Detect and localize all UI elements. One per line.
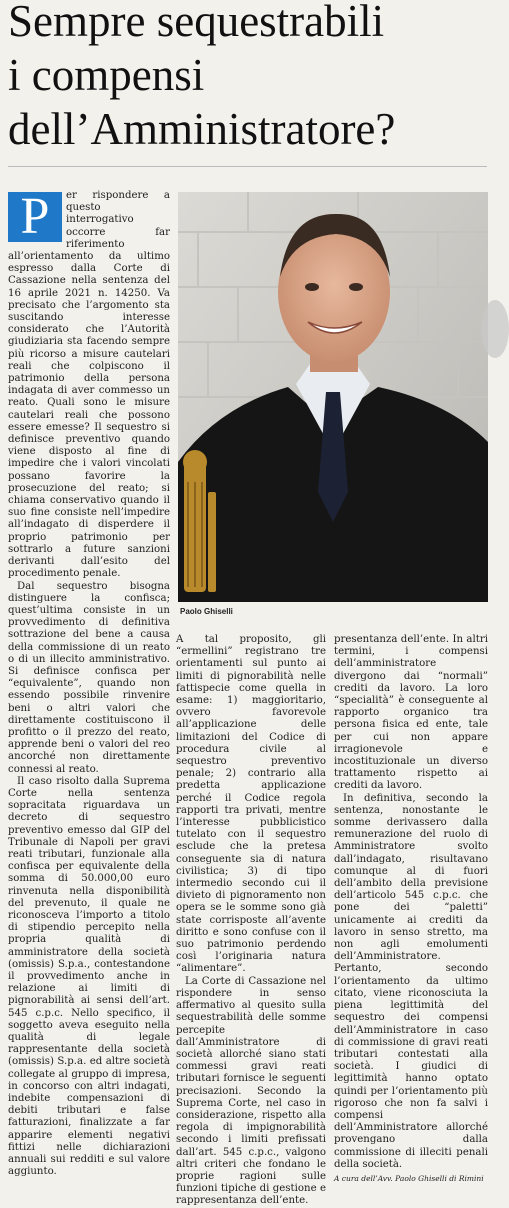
paragraph: Dal sequestro bisogna distinguere la confisca; quest’ultima consiste in un provvedimento di definitiva sottrazione del bene a causa della commissione di un reato o di un illecito amministrativo. Si definisce confisca per “equivalente”, quando non essendo possibile rinvenire beni o altri valori che direttamente costituiscono il profitto o il prezzo del reato, apprende beni o valori del reo ancorché non direttamente connessi al reato. — [8, 580, 170, 775]
author-photo — [178, 192, 488, 602]
author-signature: A cura dell’Avv. Paolo Ghiselli di Rimini — [334, 1173, 484, 1183]
paragraph: Il caso risolto dalla Suprema Corte nella sentenza sopracitata riguardava un decreto di sequestro preventivo emesso dal GIP del Tribunale di Napoli per gravi reati tributari, funzionale alla confisca per equivalente della somma di 50.000,00 euro rinvenuta nella disponibilità del prevenuto, il quale ne riconosceva l’importo a titolo di stipendio percepito nella propria qualità di amministratore della società (omissis) S.p.a., contestandone il provvedimento anche in relazione ai limiti di pignorabilità ai sensi dell’art. 545 c.p.c. Nello specifico, il soggetto aveva eseguito nella qualità di legale rappresentante della società (omissis) S.p.a. ed altre società collegate al gruppo di impresa, in concorso con altri indagati, indebite compensazioni di debiti tributari e false fatturazioni, finalizzate a far apparire elementi negativi fittizi nelle dichiarazioni annuali sui redditi e sul valore aggiunto. — [8, 775, 170, 1178]
paragraph: La Corte di Cassazione nel rispondere in senso affermativo al quesito sulla sequestrabilità delle somme percepite dall’Amministratore di società allorché siano stati commessi gravi reati tributari fornisce le seguenti precisazioni. Secondo la Suprema Corte, nel caso in considerazione, rispetto alla regola di impignorabilità secondo i limiti prefissati dall’art. 545 c.p.c., valgono altri criteri che fondano le proprie ragioni sulle funzioni tipiche di gestione e rappresentanza dell’ente. — [176, 975, 326, 1207]
article-column-1 — [8, 188, 170, 1178]
article-column-3 — [334, 634, 488, 1183]
paragraph: In definitiva, secondo la sentenza, nonostante le somme derivassero dalla remunerazione del ruolo di Amministratore svolto dall’indagato, risultavano comunque al di fuori dell’ambito della previsione dell’articolo 545 c.p.c. che pone dei “paletti” unicamente ai crediti da lavoro in senso stretto, ma non agli emolumenti dell’Amministratore. Pertanto, secondo l’orientamento da ultimo citato, viene riconosciuta la piena legittimità del sequestro dei compensi dell’Amministratore in caso di commissione di gravi reati tributari contestati alla società. I giudici di legittimità hanno optato quindi per l’orientamento più rigoroso che non fa salvi i compensi dell’Amministratore allorché provengano dalla commissione di illeciti penali della società. — [334, 792, 488, 1170]
photo-caption: Paolo Ghiselli — [180, 607, 233, 616]
headline — [8, 0, 488, 156]
headline-line-1: Sempre sequestrabili — [8, 0, 385, 46]
paragraph: presentanza dell’ente. In altri termini, i compensi dell’amministratore divergono dai “normali” crediti da lavoro. La loro “specialità” è conseguente al rapporto organico tra persona fisica ed ente, tale per cui non appare irragionevole e incostituzionale un diverso trattamento rispetto ai crediti da lavoro. — [334, 634, 488, 792]
paragraph: A tal proposito, gli “ermellini” registrano tre orientamenti sul punto ai limiti di pignorabilità nelle fattispecie come quella in esame: 1) maggioritario, ovvero favorevole all’applicazione delle limitazioni del Codice di procedura civile al sequestro preventivo penale; 2) contrario alla predetta applicazione perché il Codice regola rapporti tra privati, mentre l’interesse pubblicistico tutelato con il sequestro esclude che la pretesa conseguente sia di natura civilistica; 3) di tipo intermedio secondo cui il divieto di pignoramento non opera se le somme sono già state corrisposte all’avente diritto e sono confuse con il suo patrimonio perdendo così l’originaria natura “alimentare”. — [176, 634, 326, 975]
dropcap: P — [8, 192, 62, 242]
lead-paragraph: P er rispondere a questo interrogativo occorre far riferimento all’orientamento da ultimo espresso dalla Corte di Cassazione nella sentenza del 16 aprile 2021 n. 14250. Va precisato che l’argomento sta suscitando interesse considerato che l’Autorità giudiziaria sta facendo sempre più ricorso a misure cautelari reali che colpiscono il patrimonio della persona indagata di aver commesso un reato. Quali sono le misure cautelari reali che possono essere emesse? Il sequestro si definisce preventivo quando viene disposto al fine di impedire che i valori vincolati possano favorire la prosecuzione del reato; si chiama conservativo quando il suo fine consiste nell’impedire all’indagato di disperdere il proprio patrimonio per sottrarlo a future sanzioni derivanti dall’esito del procedimento penale. — [8, 188, 170, 580]
headline-line-2: i compensi — [8, 50, 205, 100]
scroll-handle[interactable] — [481, 300, 509, 358]
headline-line-3: dell’Amministratore? — [8, 104, 396, 154]
article-column-2 — [176, 634, 326, 1207]
headline-divider — [8, 166, 487, 167]
portrait-image — [178, 192, 488, 602]
